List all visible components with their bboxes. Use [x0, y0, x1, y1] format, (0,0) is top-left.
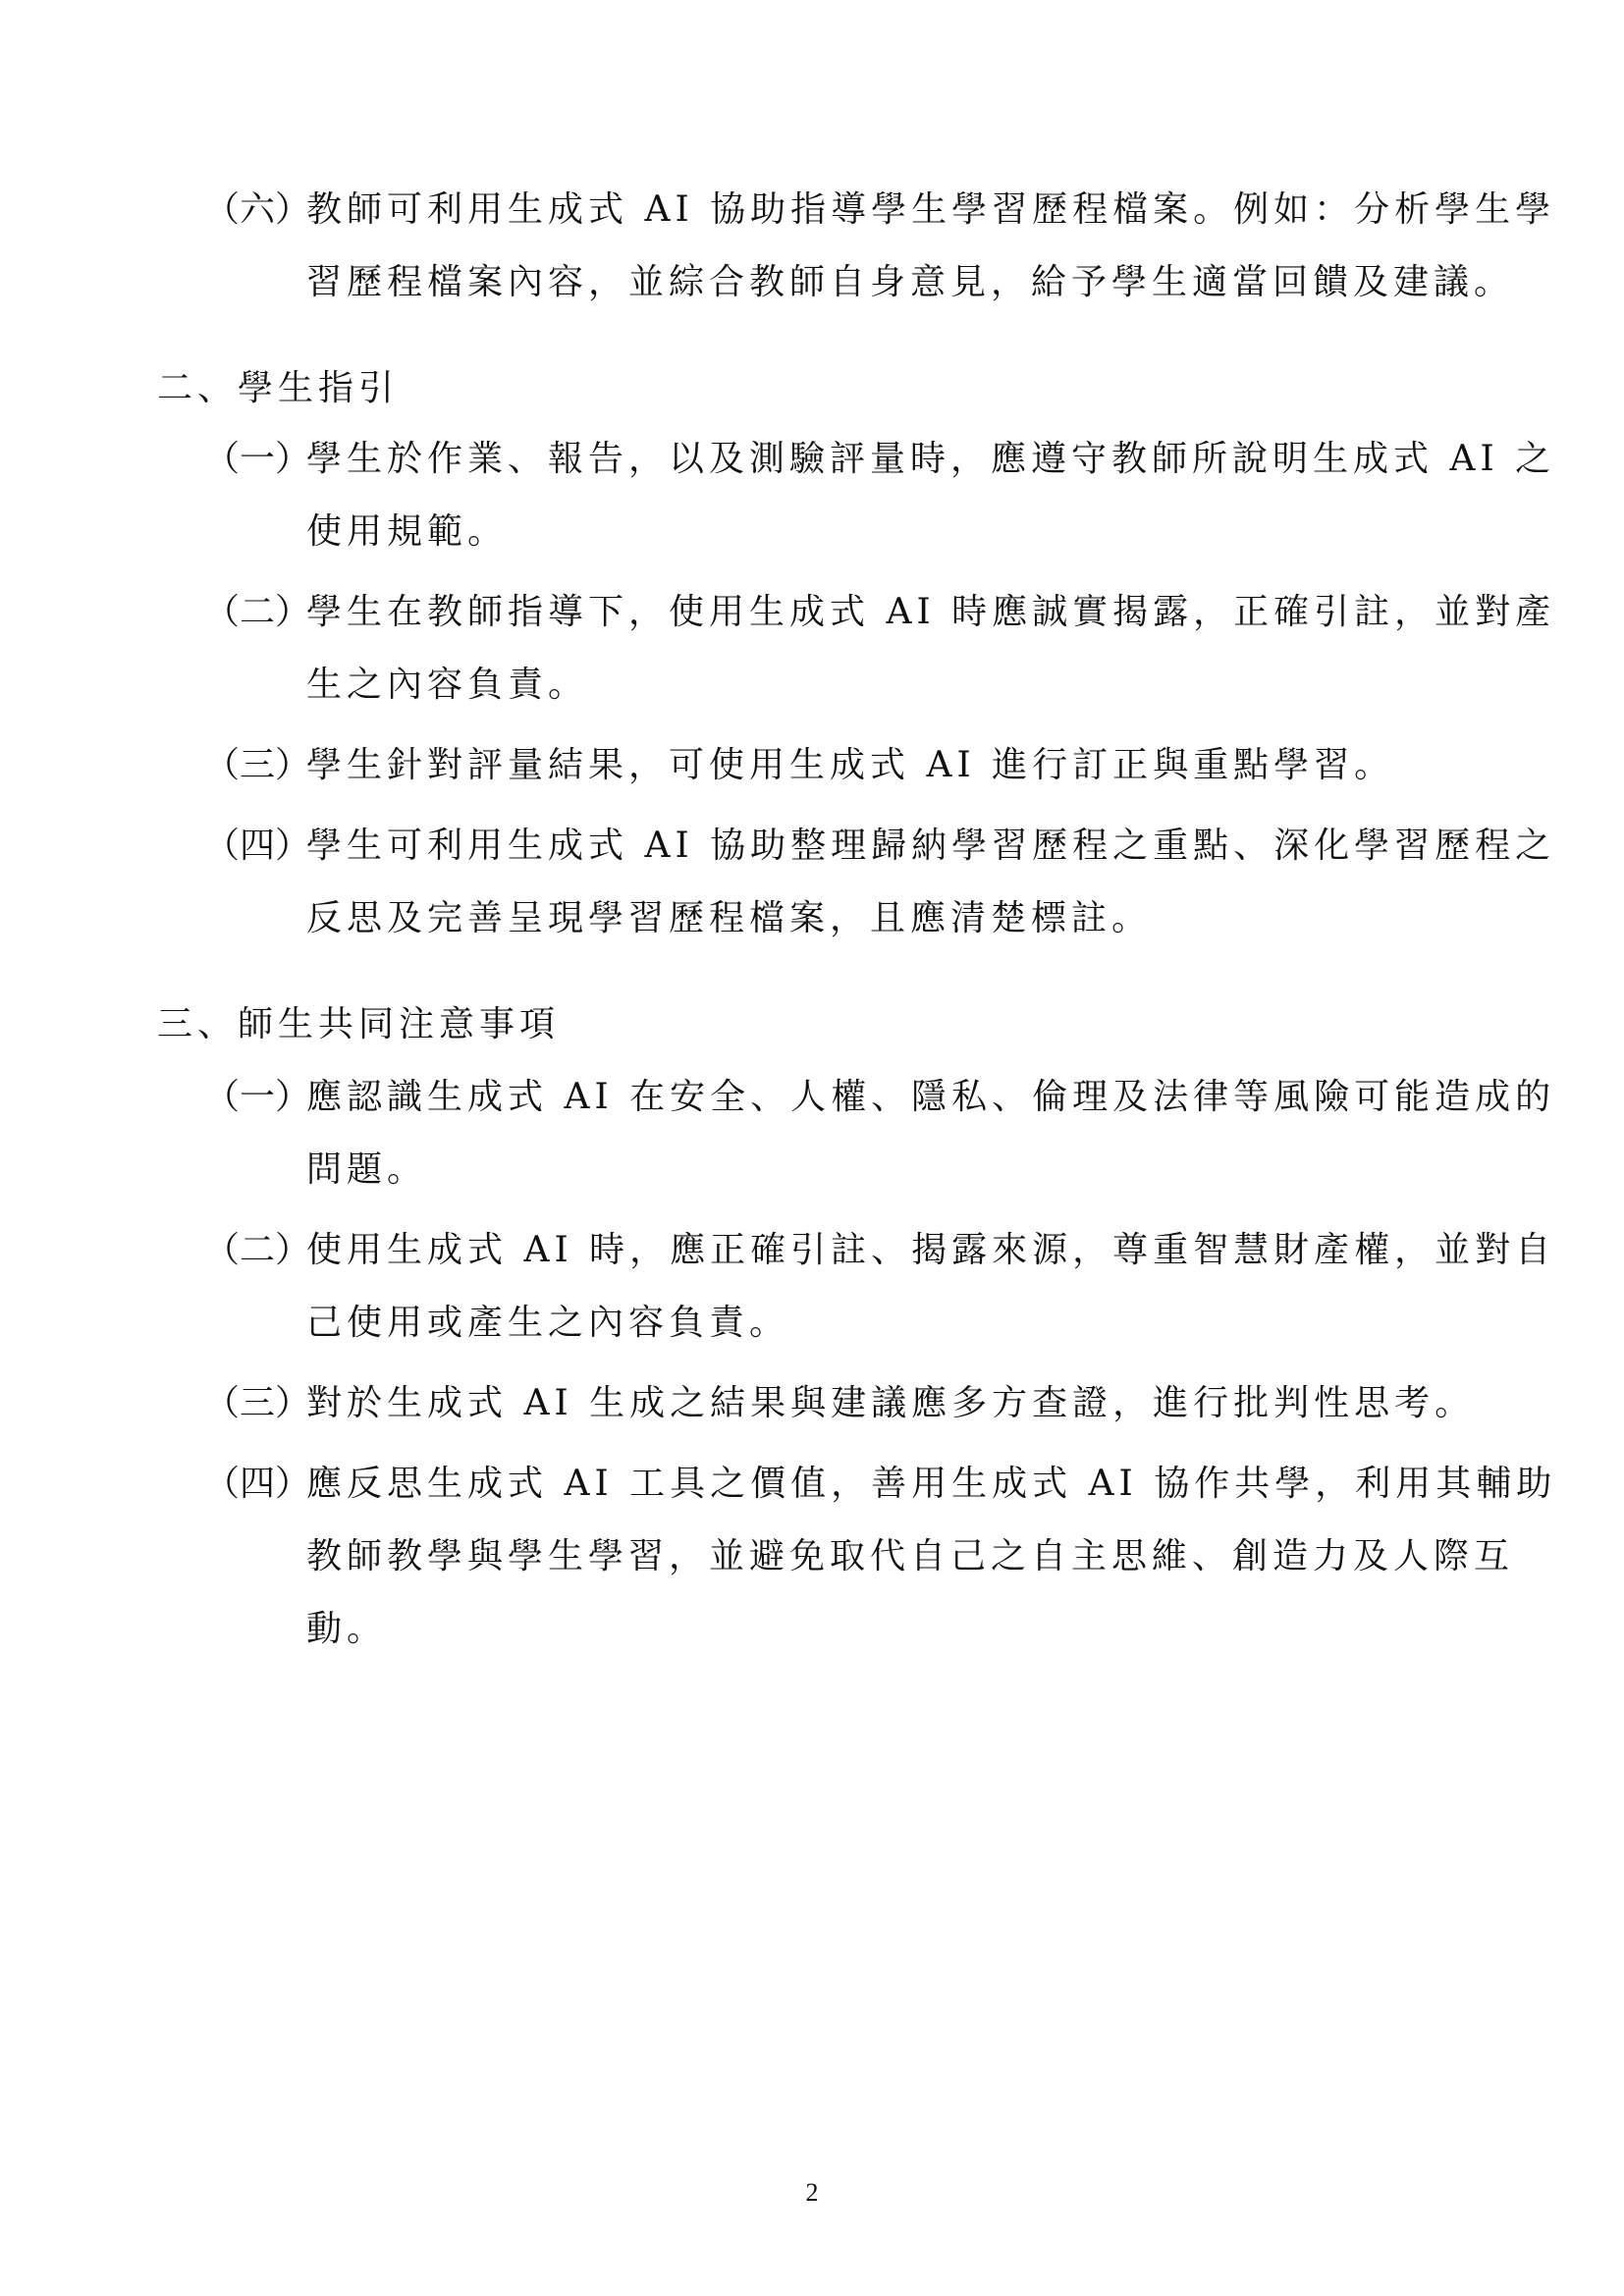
page-number: 2	[805, 2178, 819, 2207]
item-text-line: 動。	[306, 1609, 388, 1649]
item-text-line: 應反思生成式 AI 工具之價值，善用生成式 AI 協作共學，利用其輔助	[306, 1464, 1557, 1504]
item-text-line: 使用生成式 AI 時，應正確引註、揭露來源，尊重智慧財產權，並對自	[306, 1230, 1556, 1270]
item-text-line: 習歷程檔案內容，並綜合教師自身意見，給予學生適當回饋及建議。	[306, 262, 1515, 302]
item-text-line: 學生針對評量結果，可使用生成式 AI 進行訂正與重點學習。	[306, 745, 1395, 785]
item-marker: （六）	[204, 189, 311, 230]
item-text-line: 對於生成式 AI 生成之結果與建議應多方查證，進行批判性思考。	[306, 1383, 1476, 1423]
item-text-line: 問題。	[306, 1149, 428, 1190]
section-heading-text: 三、師生共同注意事項	[157, 1004, 561, 1044]
item-marker: （一）	[204, 439, 311, 479]
item-text-line: 反思及完善呈現學習歷程檔案，且應清楚標註。	[306, 898, 1153, 938]
item-marker: （四）	[204, 1464, 311, 1504]
item-marker: （三）	[204, 1383, 311, 1423]
item-marker: （四）	[204, 826, 311, 866]
item-marker: （三）	[204, 745, 311, 785]
item-text-line: 學生於作業、報告，以及測驗評量時，應遵守教師所說明生成式 AI 之	[306, 439, 1556, 479]
item-text-line: 學生在教師指導下，使用生成式 AI 時應誠實揭露，正確引註，並對產	[306, 592, 1556, 632]
item-text-line: 生之內容負責。	[306, 665, 589, 705]
section-heading-text: 二、學生指引	[157, 368, 400, 408]
item-marker: （二）	[204, 1230, 311, 1270]
item-marker: （一）	[204, 1077, 311, 1117]
item-text-line: 教師可利用生成式 AI 協助指導學生學習歷程檔案。例如：分析學生學	[306, 189, 1556, 230]
item-text-line: 己使用或產生之內容負責。	[306, 1303, 790, 1343]
item-text-line: 應認識生成式 AI 在安全、人權、隱私、倫理及法律等風險可能造成的	[306, 1077, 1556, 1117]
item-marker: （二）	[204, 592, 311, 632]
item-text-line: 教師教學與學生學習，並避免取代自己之自主思維、創造力及人際互	[306, 1536, 1515, 1576]
item-text-line: 學生可利用生成式 AI 協助整理歸納學習歷程之重點、深化學習歷程之	[306, 826, 1556, 866]
item-text-line: 使用規範。	[306, 511, 509, 552]
